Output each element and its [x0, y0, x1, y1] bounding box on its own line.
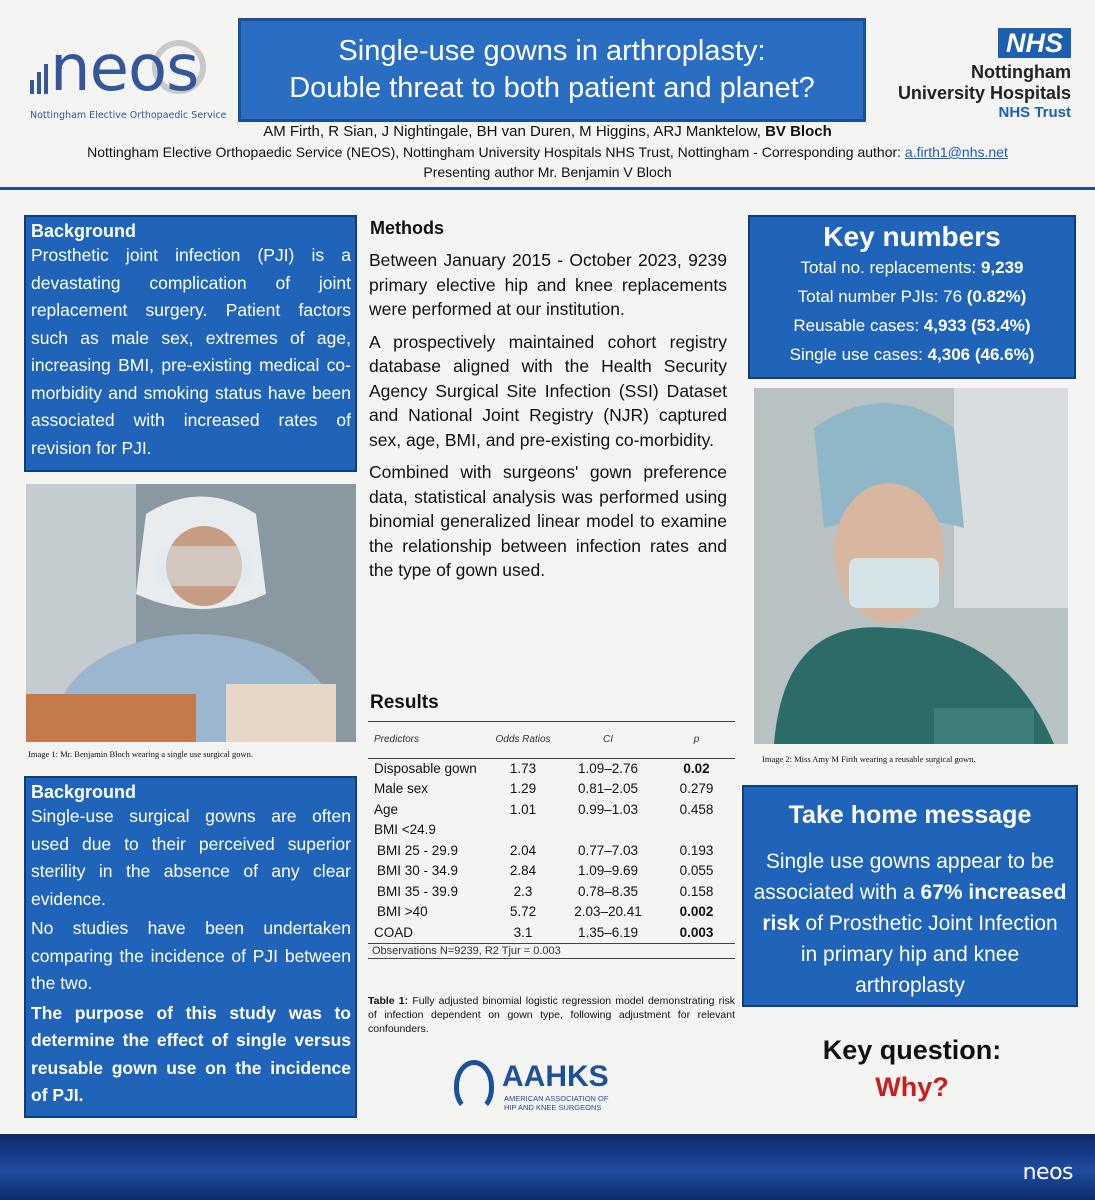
ci-cell: 0.81–2.05	[577, 781, 639, 797]
key-question-block	[748, 1035, 1076, 1103]
background-panel-1	[24, 215, 357, 472]
p-value-cell	[658, 820, 735, 841]
ci-cell: 2.03–20.41	[574, 904, 642, 920]
predictor-cell: Age	[374, 801, 399, 817]
predictor-cell: Disposable gown	[374, 761, 477, 776]
p-value-cell: 0.158	[679, 883, 714, 899]
take-home-part3: of Prosthetic Joint Infection in primary hip and knee arthroplasty	[799, 912, 1058, 997]
aahks-subtitle	[504, 1094, 608, 1112]
odds-ratio-cell: 1.73	[509, 761, 537, 776]
p-value-cell: 0.002	[679, 904, 714, 920]
p-value-cell: 0.055	[679, 863, 714, 879]
odds-ratio-cell: 2.04	[509, 842, 537, 858]
image1-caption: Image 1: Mr. Benjamin Bloch wearing a single use surgical gown.	[28, 749, 254, 759]
header-divider	[0, 187, 1095, 190]
predictor-cell: BMI >40	[377, 904, 428, 920]
key-numbers-panel	[748, 215, 1076, 379]
background2-text	[31, 803, 351, 1110]
methods-p2: A prospectively maintained cohort registry database aligned with the Health Security Agency Surgical Site Infection (SSI) Dataset and National Joint Registry (NJR) captured sex, age, BMI, and pre-existing co-morbidity.	[369, 331, 727, 450]
ci-cell: 0.77–7.03	[577, 842, 639, 858]
logo-bars-icon	[30, 64, 48, 94]
key-line-pjis	[750, 282, 1074, 311]
key-numbers-title: Key numbers	[823, 221, 1001, 252]
ci-cell: 1.35–6.19	[577, 924, 639, 940]
key-line-reusable	[750, 311, 1074, 340]
background2-p2: No studies have been undertaken comparing the incidence of PJI between the two.	[31, 918, 351, 993]
p-value-cell: 0.279	[679, 781, 714, 797]
take-home-highlight: 67% increased risk	[762, 881, 1067, 935]
author-list	[0, 122, 1095, 142]
background-text: Prosthetic joint infection (PJI) is a devastating complication of joint replacement surgery. Patient factors such as male sex, extremes of age, increasing BMI, pre-existing medical co-morbidity and smoking status have been associated with increased rates of revision for PJI.	[31, 245, 351, 458]
corresponding-email-link[interactable]: a.firth1@nhs.net	[904, 144, 1008, 160]
aahks-logo	[448, 1060, 648, 1116]
table-row	[368, 902, 735, 923]
predictor-cell: COAD	[374, 924, 414, 940]
background2-p3: The purpose of this study was to determine the effect of single versus reusable gown use on the incidence of PJI.	[31, 1002, 351, 1105]
table-row	[368, 779, 735, 800]
key-label: Reusable cases:	[793, 316, 924, 335]
presenting-author: Presenting author Mr. Benjamin V Bloch	[423, 164, 672, 180]
aahks-mark-icon	[454, 1060, 494, 1112]
aahks-word: AAHKS	[502, 1060, 609, 1093]
predictor-cell: BMI 30 - 34.9	[377, 863, 459, 879]
take-home-part1: Single use gowns appear to be associated with a	[753, 850, 1055, 904]
footer-bar	[0, 1134, 1095, 1200]
key-value: 9,239	[980, 258, 1024, 277]
observations-note: Observations N=9239, R2 Tjur = 0.003	[368, 943, 735, 959]
aahks-sub2: HIP AND KNEE SURGEONS	[504, 1103, 602, 1112]
background-title: Background	[31, 221, 137, 241]
surgeon-photo-single-use	[26, 484, 356, 742]
odds-ratio-cell: 2.84	[509, 863, 537, 879]
table-row	[368, 758, 735, 779]
key-value: 4,933 (53.4%)	[923, 316, 1031, 335]
table-caption-text: Fully adjusted binomial logistic regression model demonstrating risk of infection dependent on gown type, following adjustment for relevant confounders.	[368, 995, 735, 1035]
take-home-panel	[742, 785, 1078, 1007]
p-value-cell: 0.02	[683, 761, 710, 776]
nhs-badge: NHS	[998, 28, 1071, 58]
header-p: p	[658, 722, 735, 758]
nhs-logo	[876, 28, 1071, 122]
predictor-cell: BMI <24.9	[374, 822, 436, 838]
affiliation-text: Nottingham Elective Orthopaedic Service (NEOS), Nottingham University Hospitals NHS Trust, Nottingham - Corresponding author:	[87, 144, 905, 160]
odds-ratio-cell: 5.72	[509, 904, 537, 920]
predictor-cell: Male sex	[374, 781, 429, 797]
nhs-name-line2: University Hospitals	[897, 83, 1071, 103]
header-odds-ratios: Odds Ratios	[488, 722, 558, 758]
odds-ratio-cell: 3.1	[513, 924, 533, 940]
table-row	[368, 840, 735, 861]
ci-cell: 0.99–1.03	[577, 801, 639, 817]
poster-title	[238, 18, 866, 122]
affiliation	[0, 142, 1095, 162]
table-row	[368, 922, 735, 943]
odds-ratio-cell: 1.29	[509, 781, 537, 797]
key-question-title: Key question:	[822, 1035, 1002, 1065]
key-value: 4,306 (46.6%)	[927, 345, 1035, 364]
odds-ratio-cell: 2.3	[513, 883, 533, 899]
authors-block	[0, 122, 1095, 182]
odds-ratio-cell: 1.01	[509, 801, 537, 817]
results-table	[368, 721, 735, 959]
image2-caption: Image 2: Miss Amy M Firth wearing a reusable surgical gown.	[762, 754, 976, 764]
key-line-single-use	[750, 340, 1074, 369]
methods-title: Methods	[370, 218, 444, 238]
ci-cell: 0.78–8.35	[577, 883, 639, 899]
poster-title-line2: Double threat to both patient and planet?	[289, 72, 815, 104]
table-caption	[368, 994, 735, 1036]
nhs-name-line3: NHS Trust	[998, 104, 1071, 121]
p-value-cell: 0.003	[679, 924, 714, 940]
take-home-title: Take home message	[788, 801, 1032, 829]
odds-ratio-cell	[488, 820, 558, 841]
take-home-text	[744, 846, 1076, 1001]
table-row	[368, 881, 735, 902]
surgeon-photo-reusable	[754, 388, 1068, 744]
p-value-cell: 0.458	[679, 801, 714, 817]
predictor-cell: BMI 35 - 39.9	[377, 883, 459, 899]
nhs-name-line1: Nottingham	[971, 62, 1071, 82]
ci-cell: 1.09–9.69	[577, 863, 639, 879]
key-question-answer: Why?	[875, 1072, 949, 1102]
methods-p1: Between January 2015 - October 2023, 9239 primary elective hip and knee replacements were performed at our institution.	[369, 250, 727, 319]
neos-logo	[22, 30, 227, 130]
footer-neos-logo: neos	[1022, 1160, 1073, 1185]
key-label: Total number PJIs: 76	[797, 287, 967, 306]
table-row	[368, 861, 735, 882]
methods-p3: Combined with surgeons' gown preference data, statistical analysis was performed using binomial generalized linear model to examine the relationship between infection rates and the type of gown used.	[369, 462, 727, 580]
ci-cell	[558, 820, 658, 841]
background-panel-2	[24, 776, 357, 1118]
methods-text	[369, 248, 727, 591]
key-value: (0.82%)	[966, 287, 1027, 306]
neos-logo-word: neos	[50, 32, 199, 106]
results-header-row	[368, 722, 735, 758]
key-label: Total no. replacements:	[800, 258, 981, 277]
neos-logo-subtitle: Nottingham Elective Orthopaedic Service	[30, 110, 227, 121]
header-ci: CI	[558, 722, 658, 758]
header-predictors: Predictors	[368, 722, 488, 758]
author-presenting-name: BV Bloch	[765, 123, 832, 140]
author-names: AM Firth, R Sian, J Nightingale, BH van Duren, M Higgins, ARJ Manktelow,	[263, 123, 766, 140]
key-line-replacements	[750, 253, 1074, 282]
ci-cell: 1.09–2.76	[577, 761, 639, 776]
p-value-cell: 0.193	[679, 842, 714, 858]
background2-title: Background	[31, 782, 137, 802]
poster-title-line1: Single-use gowns in arthroplasty:	[338, 35, 766, 67]
table-row	[368, 820, 735, 841]
predictor-cell: BMI 25 - 29.9	[377, 842, 459, 858]
results-title: Results	[370, 692, 439, 713]
table-row	[368, 799, 735, 820]
key-label: Single use cases:	[789, 345, 928, 364]
aahks-sub1: AMERICAN ASSOCIATION OF	[504, 1094, 609, 1103]
background2-p1: Single-use surgical gowns are often used due to their perceived superior sterility in the absence of any clear evidence.	[31, 806, 351, 909]
table-caption-label: Table 1:	[368, 995, 409, 1007]
